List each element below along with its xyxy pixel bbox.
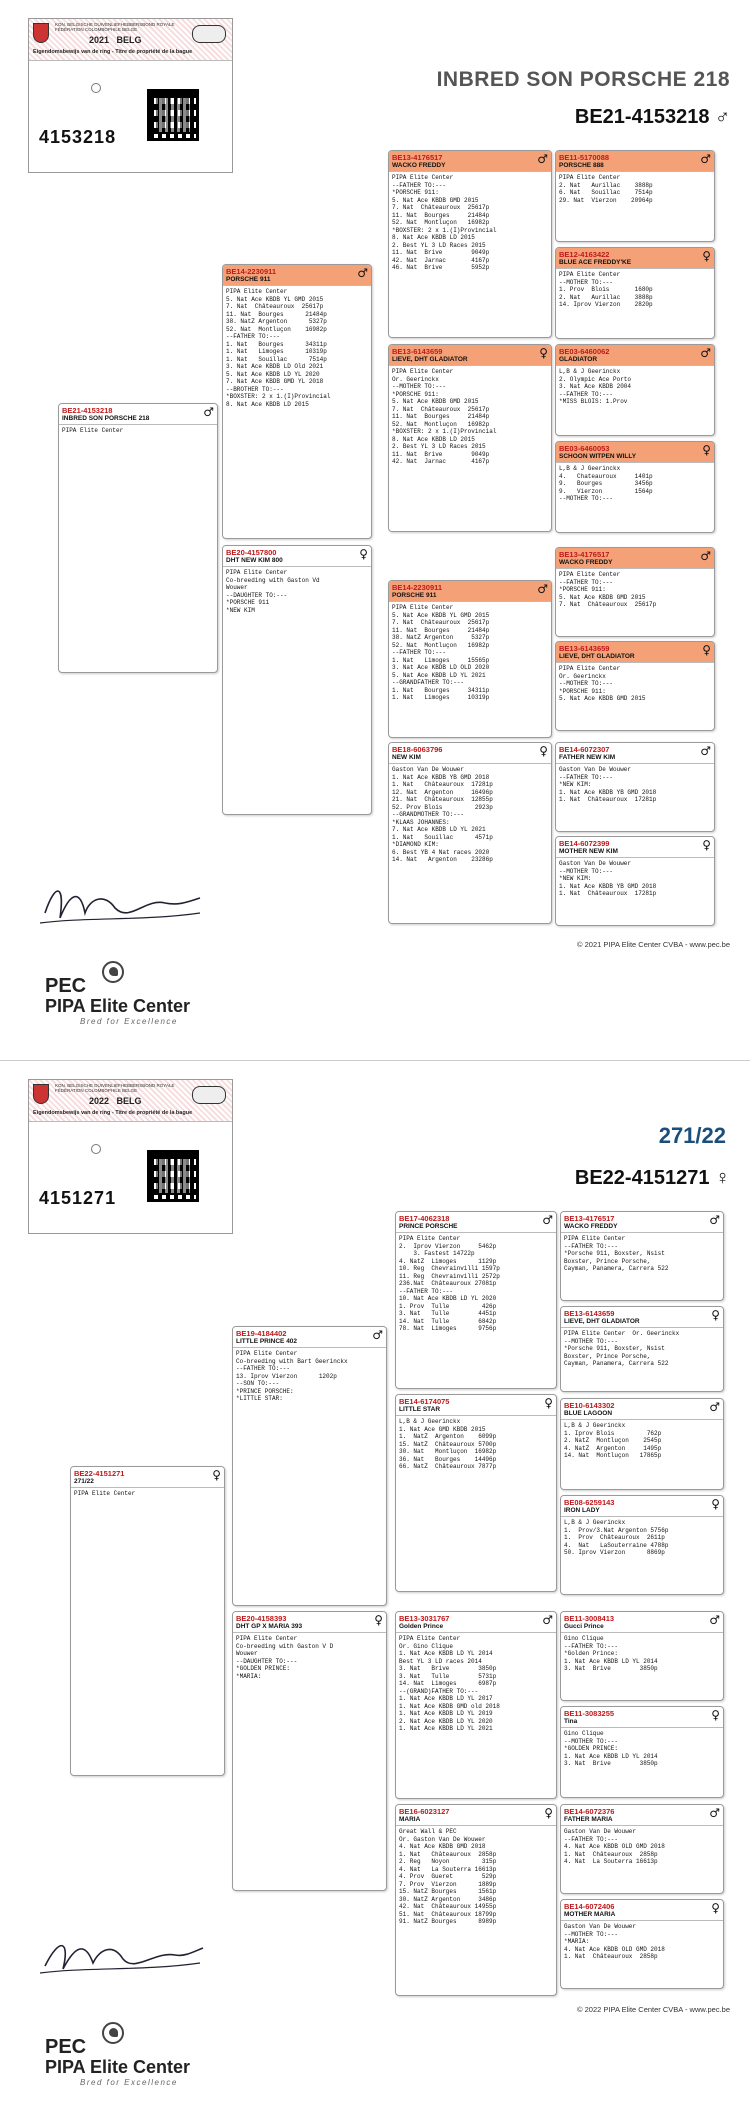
pigeon-name: PORSCHE 911 [392, 592, 437, 599]
ring-number: BE13-4176517 [392, 153, 443, 162]
pigeon-name: MARIA [399, 1816, 421, 1823]
pigeon-name: Tina [564, 1718, 578, 1725]
box-header [561, 1496, 723, 1517]
ring-number: BE13-6143659 [392, 347, 443, 356]
pigeon-results: PIPA Elite Center Or. Gino Clique 1. Nat Ace KBDB LD YL 2014 Best YL 3 LD races 2014 3. Nat Brive 3850p 3. Nat Tulle 5731p 14. Nat Limoges 6987p --(GRAND)FATHER TO:--- 1. Nat Ace KBDB LD YL 2017 1. Nat Ace KBDB GMD old 2018 1. Nat Ace KBDB LD YL 2019 2. Nat Ace KBDB LD YL 2020 1. Nat Ace KBDB LD YL 2021 [399, 1635, 500, 1732]
box-header [556, 642, 714, 663]
sex-icon: ♀ [702, 838, 711, 852]
ring-number: BE14-6072406 [564, 1902, 615, 1911]
sex-icon: ♂ [700, 744, 711, 758]
pigeon-name: IRON LADY [564, 1507, 600, 1514]
pigeon-name: Gucci Prince [564, 1623, 604, 1630]
box-header [556, 548, 714, 569]
pigeon-results: PIPA Elite Center Co-breeding with Gaston V D Wouwer --DAUGHTER TO:--- *GOLDEN PRINCE: *MARIA: [236, 1635, 334, 1680]
pigeon-name: LITTLE PRINCE 402 [236, 1338, 298, 1345]
ring-number: BE13-3031767 [399, 1614, 450, 1623]
ring-number: BE14-6174075 [399, 1397, 450, 1406]
box-header [233, 1327, 386, 1348]
ring-number: BE13-4176517 [564, 1214, 615, 1223]
logo-tagline: Bred for Excellence [80, 2078, 178, 2087]
ring-number: BE11-3083255 [564, 1709, 615, 1718]
ring-number: BE13-4176517 [559, 550, 610, 559]
pedigree-box-dam [222, 545, 372, 815]
pigeon-results: PIPA Elite Center [74, 1490, 136, 1497]
pigeon-results: L,B & J Geerinckx 1. Nat Ace GMD KBDB 2015 1. NatZ Argenton 6099p 15. NatZ Châteauroux 5700p 30. Nat Montluçon 16982p 36. Nat Bourges 14496p 66. NatZ Châteauroux 7877p [399, 1418, 497, 1470]
pigeon-name: DHT GP X MARIA 393 [236, 1623, 303, 1630]
pedigree-box-sss [560, 1211, 724, 1301]
box-header [561, 1212, 723, 1233]
ring-header [29, 1080, 232, 1122]
crest-icon [33, 23, 49, 43]
pedigree-box-dds [555, 742, 715, 832]
box-header [71, 1467, 224, 1488]
sex-icon: ♀ [359, 547, 368, 561]
pigeon-results: PIPA Elite Center Or. Geerinckx --MOTHER TO:--- *PORSCHE 911: 5. Nat Ace KBDB GMD 2015 7. Nat Châteauroux 25617p 11. Nat Bourges 21484p 52. Nat Montluçon 16982p *BOXSTER: 2 x 1.(I)Provincial 8. Nat Ace KBDB LD 2015 2. Best YL 3 LD Races 2015 11. Nat Brive 9049p 42. Nat Jarnac 4167p [392, 368, 497, 465]
pigeon-ring-title: BE21-4153218 ♂ [574, 106, 730, 128]
pigeon-logo-icon [102, 961, 124, 983]
ring-certificate [28, 1079, 233, 1234]
qr-code-icon [147, 89, 199, 141]
sex-icon: ♂ [357, 266, 368, 280]
ring-number: BE14-2230911 [226, 267, 277, 276]
logo-pec: PEC [45, 975, 87, 997]
pigeon-name: LITTLE STAR [399, 1406, 441, 1413]
box-header [556, 442, 714, 463]
pigeon-results: Gaston Van De Wouwer --FATHER TO:--- 4. Nat Ace KBDB OLD GMD 2018 1. Nat Châteauroux 2858p 4. Nat La Souterra 16613p [564, 1828, 665, 1865]
sex-icon: ♀ [212, 1468, 221, 1482]
hole-icon [91, 1144, 101, 1154]
ring-number: BE20-4158393 [236, 1614, 287, 1623]
pigeon-results: L,B & J Geerinckx 1. Prov/3.Nat Argenton 5756p 1. Prov Châteauroux 2611p 4. Nat LaSouterraine 4788p 50. Iprov Vierzon 8869p [564, 1519, 669, 1556]
pigeon-results: PIPA Elite Center Co-breeding with Bart Geerinckx --FATHER TO:--- 13. Iprov Vierzon 1202p --SON TO:--- *PRINCE PORSCHE: *LITTLE STAR: [236, 1350, 348, 1402]
pigeon-name: GLADIATOR [559, 356, 598, 363]
pedigree-box-dds [560, 1804, 724, 1894]
ring-year: 2022 BELG [89, 1096, 142, 1106]
pigeon-ring-title: BE22-4151271 ♀ [574, 1167, 730, 1189]
sex-icon: ♀ [374, 1613, 383, 1627]
pedigree-box-ds [388, 580, 552, 738]
pedigree-page-2 [0, 1060, 750, 2119]
box-header [396, 1395, 556, 1416]
pigeon-logo-icon [102, 2022, 124, 2044]
pigeon-results: Gaston Van De Wouwer --FATHER TO:--- *NEW KIM: 1. Nat Ace KBDB YB GMD 2018 1. Nat Châteauroux 17281p [559, 766, 657, 803]
sex-icon: ♂ [709, 1213, 720, 1227]
pigeon-results: Gaston Van De Wouwer --MOTHER TO:--- *NEW KIM: 1. Nat Ace KBDB YB GMD 2018 1. Nat Châteauroux 17281p [559, 860, 657, 897]
pigeon-results: L,B & J Geerinckx 2. Olympic Ace Porto 3. Nat Ace KBDB 2004 --FATHER TO:--- *MISS BLOIS: 1.Prov [559, 368, 632, 405]
ring-number: BE13-6143659 [564, 1309, 615, 1318]
pigeon-name: FATHER NEW KIM [559, 754, 616, 761]
sex-icon: ♂ [709, 1400, 720, 1414]
pedigree-box-ss [395, 1211, 557, 1389]
box-header [561, 1805, 723, 1826]
crest-icon [33, 1084, 49, 1104]
ring-number: BE14-6072307 [559, 745, 610, 754]
sex-icon: ♂ [700, 346, 711, 360]
pedigree-box-sss [555, 150, 715, 242]
pigeon-name: MOTHER MARIA [564, 1911, 616, 1918]
ring-number: BE03-6460062 [559, 347, 610, 356]
pigeon-name: PORSCHE 911 [226, 276, 271, 283]
pigeon-results: PIPA Elite Center Or. Geerinckx --MOTHER TO:--- *PORSCHE 911: 5. Nat Ace KBDB GMD 2015 [559, 665, 646, 702]
sex-icon: ♀ [539, 744, 548, 758]
pedigree-box-ssd [560, 1306, 724, 1392]
pigeon-icon [192, 1086, 226, 1104]
pigeon-results: PIPA Elite Center 2. Nat Aurillac 3888p 6. Nat Souillac 7514p 29. Nat Vierzon 20964p [559, 174, 653, 204]
pec-logo [45, 975, 190, 1026]
sex-icon: ♀ [711, 1901, 720, 1915]
logo-elite: PIPA Elite Center [45, 2057, 191, 2077]
box-header [389, 743, 551, 764]
pedigree-box-dam [232, 1611, 387, 1891]
pedigree-box-subject [70, 1466, 225, 1776]
pigeon-results: Gino Clique --FATHER TO:--- *Golden Prince: 1. Nat Ace KBDB LD YL 2014 3. Nat Brive 3850p [564, 1635, 658, 1672]
sex-icon: ♂ [709, 1806, 720, 1820]
hole-icon [91, 83, 101, 93]
pec-logo [45, 2036, 190, 2087]
sex-icon: ♂ [537, 582, 548, 596]
logo-elite: PIPA Elite Center [45, 996, 191, 1016]
box-header [556, 248, 714, 269]
box-header [561, 1900, 723, 1921]
pedigree-box-dsd [555, 641, 715, 731]
pedigree-box-dsd [560, 1706, 724, 1798]
ring-number: BE20-4157800 [226, 548, 277, 557]
pigeon-results: PIPA Elite Center [62, 427, 124, 434]
pedigree-box-sdd [560, 1495, 724, 1595]
ring-title-text: Eigendomsbewijs van de ring - Titre de propriété de la bague [33, 49, 193, 55]
box-header [223, 265, 371, 286]
ring-number: BE14-6072376 [564, 1807, 615, 1816]
ring-year: 2021 BELG [89, 35, 142, 45]
sex-icon: ♀ [544, 1806, 553, 1820]
ring-number: BE13-6143659 [559, 644, 610, 653]
signature-icon [35, 1921, 205, 1981]
box-header [396, 1212, 556, 1233]
ring-number: BE21-4153218 [62, 406, 113, 415]
ring-number: BE14-2230911 [392, 583, 443, 592]
pedigree-box-sd [395, 1394, 557, 1592]
qr-code-icon [147, 1150, 199, 1202]
ring-certificate [28, 18, 233, 173]
federation-text: KON. BELGISCHE DUIVENLIEFHEBBERSBOND ROYALE FÉDÉRATION COLOMBOPHILE BELGE [55, 22, 175, 32]
pigeon-name: WACKO FREDDY [392, 162, 446, 169]
pigeon-name: LIEVE, DHT GLADIATOR [564, 1318, 640, 1325]
pedigree-box-sd [388, 344, 552, 532]
ring-number: BE22-4151271 [74, 1469, 125, 1478]
pedigree-box-ddd [560, 1899, 724, 1989]
box-header [59, 404, 217, 425]
box-header [223, 546, 371, 567]
pigeon-name: Golden Prince [399, 1623, 444, 1630]
pigeon-name: 271/22 [74, 1478, 94, 1485]
pigeon-name: WACKO FREDDY [559, 559, 613, 566]
sex-icon: ♀ [711, 1708, 720, 1722]
pigeon-results: L,B & J Geerinckx 1. Iprov Blois 762p 2. NatZ Montluçon 2545p 4. NatZ Argenton 1495p 14. Nat Montluçon 17865p [564, 1422, 662, 1459]
sex-icon: ♂ [709, 1613, 720, 1627]
pigeon-icon [192, 25, 226, 43]
box-header [561, 1707, 723, 1728]
pedigree-box-sdd [555, 441, 715, 533]
ring-number: BE18-6063796 [392, 745, 443, 754]
sex-icon: ♂ [203, 405, 214, 419]
sex-icon: ♀ [702, 249, 711, 263]
box-header [556, 837, 714, 858]
pigeon-name: LIEVE, DHT GLADIATOR [559, 653, 635, 660]
pigeon-name: WACKO FREDDY [564, 1223, 618, 1230]
pigeon-results: Gino Clique --MOTHER TO:--- *GOLDEN PRINCE: 1. Nat Ace KBDB LD YL 2014 3. Nat Brive 3850p [564, 1730, 658, 1767]
pigeon-results: PIPA Elite Center --FATHER TO:--- *PORSCHE 911: 5. Nat Ace KBDB GMD 2015 7. Nat Châteauroux 25617p [559, 571, 657, 608]
copyright: © 2021 PIPA Elite Center CVBA - www.pec.be [577, 940, 730, 949]
pedigree-box-ddd [555, 836, 715, 926]
ring-header [29, 19, 232, 61]
pigeon-results: PIPA Elite Center 2. Iprov Vierzon 5462p 3. Fastest 14722p 4. NatZ Limoges 1129p 10. Reg Chevrainvilli 1597p 11. Reg Chevrainvilli 2572p 236.Nat Châteauroux 27081p --FATHER TO:--- 10. Nat Ace KBDB LD YL 2020 1. Prov Tulle 426p 3. Nat Tulle 4451p 14. Nat Tulle 6842p 78. Nat Limoges 9756p [399, 1235, 500, 1332]
ring-number: BE03-6460053 [559, 444, 610, 453]
ring-number: BE10-6143302 [564, 1401, 615, 1410]
box-header [389, 581, 551, 602]
ring-number: BE11-5170088 [559, 153, 610, 162]
pigeon-results: PIPA Elite Center 5. Nat Ace KBDB YL GMD 2015 7. Nat Châteauroux 25617p 11. Nat Bourges 21484p 38. NatZ Argenton 5327p 52. Nat Montluçon 16982p --FATHER TO:--- 1. Nat Bourges 34311p 1. Nat Limoges 10319p 1. Nat Souillac 7514p 3. Nat Ace KBDB LD Old 2021 5. Nat Ace KBDB LD YL 2020 7. Nat Ace KBDB GMD YL 2018 --BROTHER TO:--- *BOXSTER: 2 x 1.(I)Provincial 8. Nat Ace KBDB LD 2015 [226, 288, 331, 408]
pigeon-results: PIPA Elite Center --MOTHER TO:--- 1. Prov Blois 1680p 2. Nat Aurillac 3888p 14. Iprov Vierzon 2820p [559, 271, 653, 308]
federation-text: KON. BELGISCHE DUIVENLIEFHEBBERSBOND ROYALE FÉDÉRATION COLOMBOPHILE BELGE [55, 1083, 175, 1093]
pigeon-name: NEW KIM [392, 754, 421, 761]
box-header [389, 151, 551, 172]
pigeon-name: PORSCHE 888 [559, 162, 604, 169]
sex-icon: ♂ [372, 1328, 383, 1342]
logo-tagline: Bred for Excellence [80, 1017, 178, 1026]
ring-number: BE11-3008413 [564, 1614, 615, 1623]
pigeon-name: DHT NEW KIM 800 [226, 557, 283, 564]
pigeon-name: BLUE ACE FREDDY'KE [559, 259, 632, 266]
pigeon-name: INBRED SON PORSCHE 218 [62, 415, 150, 422]
pigeon-name: PRINCE PORSCHE [399, 1223, 458, 1230]
page-title: INBRED SON PORSCHE 218 [436, 68, 730, 91]
box-header [389, 345, 551, 366]
sex-icon: ♀ [544, 1396, 553, 1410]
sex-icon: ♀ [711, 1497, 720, 1511]
pigeon-results: PIPA Elite Center Co-breeding with Gaston Vd Wouwer --DAUGHTER TO:--- *PORSCHE 911 *NEW KIM [226, 569, 320, 614]
sex-icon: ♂ [700, 152, 711, 166]
pigeon-name: SCHOON WITPEN WILLY [559, 453, 637, 460]
pedigree-box-ssd [555, 247, 715, 339]
pedigree-box-ds [395, 1611, 557, 1799]
sex-icon: ♂ [700, 549, 711, 563]
pedigree-box-dd [388, 742, 552, 924]
ring-title-text: Eigendomsbewijs van de ring - Titre de propriété de la bague [33, 1110, 193, 1116]
ring-number: BE08-6259143 [564, 1498, 615, 1507]
sex-icon: ♂ [537, 152, 548, 166]
pigeon-results: Great Wall & PEC Or. Gaston Van De Wouwer 4. Nat Ace KBDB GMD 2018 1. Nat Châteauroux 2858p 2. Reg Noyon 315p 4. Nat La Souterra 16613p 4. Prov Gueret 529p 7. Prov Vierzon 1889p 15. NatZ Bourges 1561p 30. NatZ Argenton 3486p 42. Nat Châteauroux 14955p 51. Nat Châteauroux 18799p 91. NatZ Bourges 8989p [399, 1828, 497, 1925]
ring-number: BE19-4184402 [236, 1329, 287, 1338]
pigeon-name: MOTHER NEW KIM [559, 848, 618, 855]
pigeon-results: L,B & J Geerinckx 4. Chateauroux 1401p 9. Bourges 3456p 9. Vierzon 1564p --MOTHER TO:--- [559, 465, 653, 502]
pigeon-results: PIPA Elite Center 5. Nat Ace KBDB YL GMD 2015 7. Nat Châteauroux 25617p 11. Nat Bourges 21484p 38. NatZ Argenton 5327p 52. Nat Montluçon 16982p --FATHER TO:--- 1. Nat Limoges 15565p 3. Nat Ace KBDB LD OLD 2020 5. Nat Ace KBDB LD YL 2021 --GRANDFATHER TO:--- 1. Nat Bourges 34311p 1. Nat Limoges 10319p [392, 604, 490, 701]
box-header [556, 743, 714, 764]
logo-pec: PEC [45, 2036, 87, 2058]
sex-icon: ♀ [539, 346, 548, 360]
ring-number: BE17-4062318 [399, 1214, 450, 1223]
sex-icon: ♂ [542, 1613, 553, 1627]
pedigree-box-dd [395, 1804, 557, 1996]
pedigree-box-subject [58, 403, 218, 673]
ring-number: 4151271 [39, 1188, 117, 1208]
pedigree-box-sds [555, 344, 715, 436]
sex-icon: ♀ [702, 643, 711, 657]
pedigree-box-sds [560, 1398, 724, 1490]
copyright: © 2022 PIPA Elite Center CVBA - www.pec.be [577, 2005, 730, 2014]
signature-icon [35, 873, 205, 933]
ring-number: BE16-6023127 [399, 1807, 450, 1816]
sex-icon: ♂ [542, 1213, 553, 1227]
pigeon-results: PIPA Elite Center --FATHER TO:--- *Porsche 911, Boxster, Nsist Boxster, Prince Porsche, Cayman, Panamera, Carrera 522 [564, 1235, 669, 1272]
box-header [233, 1612, 386, 1633]
pedigree-box-sire [222, 264, 372, 539]
pigeon-name: FATHER MARIA [564, 1816, 613, 1823]
pigeon-results: PIPA Elite Center --FATHER TO:--- *PORSCHE 911: 5. Nat Ace KBDB GMD 2015 7. Nat Châteauroux 25617p 11. Nat Bourges 21484p 52. Nat Montluçon 16982p *BOXSTER: 2 x 1.(I)Provincial 8. Nat Ace KBDB LD 2015 2. Best YL 3 LD Races 2015 11. Nat Brive 9049p 42. Nat Jarnac 4167p 46. Nat Brive 5952p [392, 174, 497, 271]
pigeon-results: Gaston Van De Wouwer --MOTHER TO:--- *MARIA: 4. Nat Ace KBDB OLD GMD 2018 1. Nat Châteauroux 2858p [564, 1923, 665, 1960]
pedigree-box-sire [232, 1326, 387, 1606]
pedigree-box-dss [560, 1611, 724, 1701]
sex-icon: ♀ [711, 1308, 720, 1322]
ring-number: BE14-6072399 [559, 839, 610, 848]
pigeon-name: BLUE LAGOON [564, 1410, 613, 1417]
pedigree-box-dss [555, 547, 715, 637]
box-header [556, 151, 714, 172]
ring-number: 4153218 [39, 127, 117, 147]
box-header [556, 345, 714, 366]
pigeon-name: LIEVE, DHT GLADIATOR [392, 356, 468, 363]
pigeon-results: Gaston Van De Wouwer 1. Nat Ace KBDB YB GMD 2018 1. Nat Châteauroux 17281p 12. Nat Argenton 16496p 21. Nat Châteauroux 12855p 52. Prov Blois 2923p --GRANDMOTHER TO:--- *KLAAS JOHANNES: 7. Nat Ace KBDB LD YL 2021 1. Nat Souillac 4571p *DIAMOND KIM: 6. Best YB 4 Nat races 2020 14. Nat Argenton 23286p [392, 766, 493, 863]
box-header [396, 1805, 556, 1826]
box-header [561, 1612, 723, 1633]
box-header [561, 1307, 723, 1328]
pedigree-box-ss [388, 150, 552, 338]
pigeon-code: 271/22 [658, 1123, 726, 1148]
pigeon-results: PIPA Elite Center Or. Geerinckx --MOTHER TO:--- *Porsche 911, Boxster, Nsist Boxster, Prince Porsche, Cayman, Panamera, Carrera 522 [564, 1330, 680, 1367]
ring-number: BE12-4163422 [559, 250, 610, 259]
box-header [561, 1399, 723, 1420]
sex-icon: ♀ [702, 443, 711, 457]
box-header [396, 1612, 556, 1633]
